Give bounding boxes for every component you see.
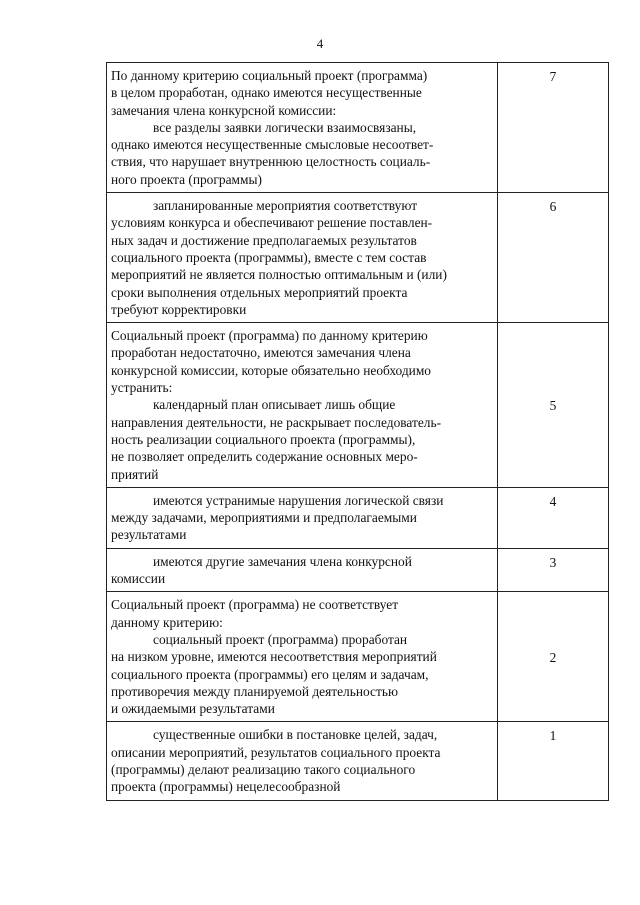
description-line: устранить: (111, 380, 173, 396)
description-line: социального проекта (программы) его целям и задачам, (111, 666, 429, 682)
description-line: в целом проработан, однако имеются несущественные (111, 85, 422, 101)
criteria-description (107, 722, 498, 800)
description-line: направления деятельности, не раскрывает последователь- (111, 414, 442, 430)
description-line: мероприятий не является полностью оптимальным и (или) (111, 267, 447, 283)
criteria-row (107, 193, 609, 323)
description-line: сроки выполнения отдельных мероприятий проекта (111, 284, 408, 300)
description-line: ных задач и достижение предполагаемых результатов (111, 232, 417, 248)
description-line: результатами (111, 527, 187, 543)
criteria-description (107, 193, 498, 323)
criteria-score: 1 (498, 722, 609, 800)
description-line: имеются устранимые нарушения логической связи (153, 492, 444, 508)
criteria-row (107, 548, 609, 592)
description-line: существенные ошибки в постановке целей, задач, (153, 727, 438, 743)
criteria-score: 2 (498, 592, 609, 722)
criteria-description (107, 592, 498, 722)
criteria-score: 4 (498, 487, 609, 548)
description-line: замечания члена конкурсной комиссии: (111, 102, 337, 118)
description-line: социальный проект (программа) проработан (153, 631, 408, 647)
description-line: не позволяет определить содержание основных меро- (111, 449, 418, 465)
description-line: проработан недостаточно, имеются замечания члена (111, 345, 411, 361)
criteria-description (107, 548, 498, 592)
criteria-score: 3 (498, 548, 609, 592)
criteria-score: 6 (498, 193, 609, 323)
description-line: между задачами, мероприятиями и предполагаемыми (111, 510, 417, 526)
description-line: комиссии (111, 571, 166, 587)
description-line: требуют корректировки (111, 301, 247, 317)
page-number: 4 (316, 36, 324, 51)
criteria-score: 5 (498, 323, 609, 488)
description-line: однако имеются несущественные смысловые несоответ- (111, 137, 434, 153)
description-line: противоречия между планируемой деятельностью (111, 683, 398, 699)
description-line: данному критерию: (111, 614, 223, 630)
description-line: (программы) делают реализацию такого социального (111, 761, 416, 777)
criteria-table (106, 62, 609, 801)
description-line: По данному критерию социальный проект (программа) (111, 68, 428, 83)
description-line: ствия, что нарушает внутреннюю целостность социаль- (111, 154, 431, 170)
criteria-table-body (107, 63, 609, 801)
description-line: описании мероприятий, результатов социального проекта (111, 744, 441, 760)
criteria-row (107, 487, 609, 548)
description-line: и ожидаемыми результатами (111, 701, 275, 717)
criteria-description (107, 487, 498, 548)
description-line: запланированные мероприятия соответствуют (153, 198, 418, 214)
criteria-row (107, 592, 609, 722)
description-line: условиям конкурса и обеспечивают решение поставлен- (111, 215, 433, 231)
criteria-description (107, 63, 498, 193)
description-line: ность реализации социального проекта (программы), (111, 431, 416, 447)
criteria-row (107, 722, 609, 800)
description-line: имеются другие замечания члена конкурсной (153, 553, 412, 569)
description-line: конкурсной комиссии, которые обязательно необходимо (111, 362, 431, 378)
criteria-row (107, 63, 609, 193)
description-line: социального проекта (программы), вместе с тем состав (111, 249, 427, 265)
description-line: проекта (программы) нецелесообразной (111, 779, 341, 795)
description-line: все разделы заявки логически взаимосвязаны, (153, 119, 417, 135)
criteria-score: 7 (498, 63, 609, 193)
description-line: на низком уровне, имеются несоответствия мероприятий (111, 649, 437, 665)
description-line: приятий (111, 466, 159, 482)
description-line: Социальный проект (программа) по данному критерию (111, 328, 428, 344)
description-line: календарный план описывает лишь общие (153, 397, 396, 413)
description-line: ного проекта (программы) (111, 171, 262, 187)
criteria-description (107, 323, 498, 488)
criteria-row (107, 323, 609, 488)
description-line: Социальный проект (программа) не соответствует (111, 597, 399, 613)
